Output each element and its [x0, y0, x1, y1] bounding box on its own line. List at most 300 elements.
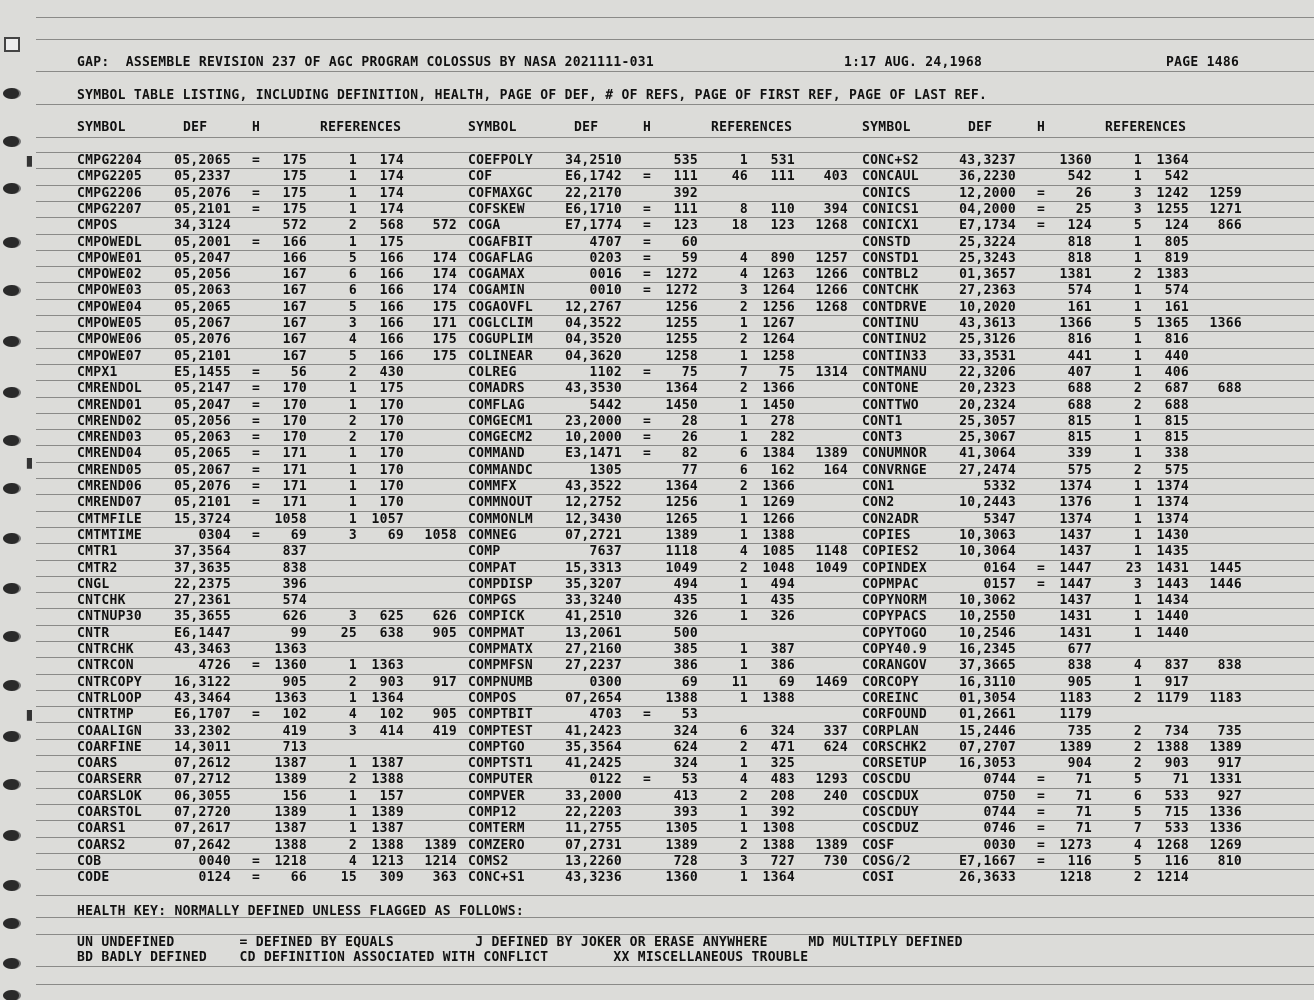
first-ref-page: 1214 [1156, 870, 1189, 885]
last-ref-page: 1389 [815, 838, 848, 853]
feed-hole [3, 88, 21, 99]
ref-count: 1 [1133, 593, 1142, 608]
last-ref-page: 905 [432, 707, 457, 722]
first-ref-page: 483 [770, 772, 795, 787]
ref-count: 1 [739, 870, 748, 885]
def-page: 1447 [1059, 577, 1092, 592]
symbol-name: COMGECM2 [468, 430, 534, 445]
symbol-name: COMPICK [468, 609, 525, 624]
ruled-line [36, 104, 1314, 105]
ref-count: 8 [739, 202, 748, 217]
ref-count: 2 [739, 300, 748, 315]
last-ref-page: 917 [432, 675, 457, 690]
ref-count: 4 [739, 267, 748, 282]
symbol-name: CMREND03 [77, 430, 143, 445]
first-ref-page: 69 [778, 675, 795, 690]
def-page: 574 [1067, 283, 1092, 298]
symbol-name: COPYPACS [862, 609, 928, 624]
symbol-health: = [1037, 821, 1046, 836]
symbol-name: CONVRNGE [862, 463, 928, 478]
first-ref-page: 1388 [762, 528, 795, 543]
symbol-name: CMTMFILE [77, 512, 143, 527]
def-page: 816 [1067, 332, 1092, 347]
symbol-name: COSI [862, 870, 895, 885]
symbol-def: 05,2076 [174, 186, 231, 201]
first-ref-page: 1268 [1156, 838, 1189, 853]
symbol-def: 27,2363 [959, 283, 1016, 298]
header-symbol: SYMBOL [77, 120, 126, 135]
def-page: 435 [673, 593, 698, 608]
symbol-name: CONICS1 [862, 202, 919, 217]
first-ref-page: 386 [770, 658, 795, 673]
def-page: 688 [1067, 398, 1092, 413]
feed-hole [3, 958, 21, 969]
last-ref-page: 1469 [815, 675, 848, 690]
symbol-name: COMPDISP [468, 577, 534, 592]
def-page: 1183 [1059, 691, 1092, 706]
symbol-name: COARSTOL [77, 805, 143, 820]
symbol-name: CORFOUND [862, 707, 928, 722]
last-ref-page: 1259 [1209, 186, 1242, 201]
def-page: 77 [681, 463, 698, 478]
health-key-line-1: UN UNDEFINED = DEFINED BY EQUALS J DEFINED BY JOKER OR ERASE ANYWHERE MD MULTIPLY DEFINED [77, 935, 963, 950]
def-page: 161 [1067, 300, 1092, 315]
ref-count: 1 [739, 528, 748, 543]
symbol-name: CNTNUP30 [77, 609, 143, 624]
first-ref-page: 174 [379, 202, 404, 217]
first-ref-page: 575 [1164, 463, 1189, 478]
symbol-name: CORCOPY [862, 675, 919, 690]
def-page: 624 [673, 740, 698, 755]
first-ref-page: 170 [379, 479, 404, 494]
first-ref-page: 116 [1164, 854, 1189, 869]
def-page: 111 [673, 169, 698, 184]
def-page: 1363 [274, 642, 307, 657]
last-ref-page: 419 [432, 724, 457, 739]
symbol-def: 16,3053 [959, 756, 1016, 771]
def-page: 28 [681, 414, 698, 429]
symbol-health: = [252, 463, 261, 478]
ref-count: 3 [739, 283, 748, 298]
ref-count: 1 [1133, 169, 1142, 184]
def-page: 626 [282, 609, 307, 624]
ref-count: 1 [739, 153, 748, 168]
first-ref-page: 1266 [762, 512, 795, 527]
def-page: 735 [1067, 724, 1092, 739]
symbol-name: COPIES [862, 528, 911, 543]
symbol-name: COAALIGN [77, 724, 143, 739]
first-ref-page: 1057 [371, 512, 404, 527]
symbol-def: 41,2423 [565, 724, 622, 739]
first-ref-page: 1213 [371, 854, 404, 869]
first-ref-page: 917 [1164, 675, 1189, 690]
symbol-name: COLREG [468, 365, 517, 380]
symbol-def: 13,2260 [565, 854, 622, 869]
feed-hole [3, 237, 21, 248]
symbol-name: CON1 [862, 479, 895, 494]
symbol-name: COMPUTER [468, 772, 534, 787]
def-page: 1265 [665, 512, 698, 527]
symbol-name: CONC+S1 [468, 870, 525, 885]
symbol-name: CNTRLOOP [77, 691, 143, 706]
health-key-line-2: BD BADLY DEFINED CD DEFINITION ASSOCIATED WITH CONFLICT XX MISCELLANEOUS TROUBLE [77, 950, 809, 965]
first-ref-page: 414 [379, 724, 404, 739]
last-ref-page: 1336 [1209, 805, 1242, 820]
feed-hole [3, 336, 21, 347]
first-ref-page: 166 [379, 332, 404, 347]
symbol-name: COMPMATX [468, 642, 534, 657]
symbol-def: 05,2101 [174, 495, 231, 510]
symbol-def: 01,3054 [959, 691, 1016, 706]
symbol-name: CODE [77, 870, 110, 885]
symbol-name: CONTONE [862, 381, 919, 396]
symbol-name: CNTCHK [77, 593, 126, 608]
first-ref-page: 325 [770, 756, 795, 771]
listing-title: GAP: ASSEMBLE REVISION 237 OF AGC PROGRAM COLOSSUS BY NASA 2021111-031 [77, 55, 654, 70]
symbol-def: 33,2302 [174, 724, 231, 739]
def-page: 60 [681, 235, 698, 250]
symbol-name: COMGECM1 [468, 414, 534, 429]
first-ref-page: 1431 [1156, 561, 1189, 576]
last-ref-page: 164 [823, 463, 848, 478]
symbol-name: COF [468, 169, 493, 184]
ref-count: 1 [348, 821, 357, 836]
symbol-def: 25,3126 [959, 332, 1016, 347]
ref-count: 3 [348, 316, 357, 331]
first-ref-page: 1388 [762, 838, 795, 853]
symbol-def: 5347 [983, 512, 1016, 527]
first-ref-page: 1269 [762, 495, 795, 510]
def-page: 69 [290, 528, 307, 543]
symbol-def: 37,3564 [174, 544, 231, 559]
symbol-name: CMPOWE04 [77, 300, 143, 315]
def-page: 1305 [665, 821, 698, 836]
first-ref-page: 1256 [762, 300, 795, 315]
first-ref-page: 1374 [1156, 479, 1189, 494]
symbol-def: 1305 [589, 463, 622, 478]
symbol-health: = [643, 446, 652, 461]
ref-count: 2 [348, 414, 357, 429]
ref-count: 1 [348, 479, 357, 494]
def-page: 56 [290, 365, 307, 380]
last-ref-page: 688 [1217, 381, 1242, 396]
symbol-health: = [252, 365, 261, 380]
ref-count: 1 [348, 789, 357, 804]
def-page: 171 [282, 446, 307, 461]
first-ref-page: 1388 [1156, 740, 1189, 755]
symbol-name: CMPX1 [77, 365, 118, 380]
symbol-def: E6,1707 [174, 707, 231, 722]
first-ref-page: 1258 [762, 349, 795, 364]
last-ref-page: 905 [432, 626, 457, 641]
def-page: 837 [282, 544, 307, 559]
def-page: 713 [282, 740, 307, 755]
symbol-def: E6,1447 [174, 626, 231, 641]
ref-count: 1 [348, 169, 357, 184]
def-page: 905 [1067, 675, 1092, 690]
symbol-def: E5,1455 [174, 365, 231, 380]
def-page: 111 [673, 202, 698, 217]
ref-count: 2 [739, 479, 748, 494]
def-page: 71 [1075, 805, 1092, 820]
symbol-def: 07,2617 [174, 821, 231, 836]
first-ref-page: 1383 [1156, 267, 1189, 282]
last-ref-page: 1214 [424, 854, 457, 869]
ref-count: 11 [731, 675, 748, 690]
last-ref-page: 1049 [815, 561, 848, 576]
symbol-name: CONTTWO [862, 398, 919, 413]
ref-count: 4 [739, 251, 748, 266]
last-ref-page: 1366 [1209, 316, 1242, 331]
symbol-health: = [643, 365, 652, 380]
symbol-def: 5442 [589, 398, 622, 413]
sprocket-square [4, 37, 20, 52]
first-ref-page: 1374 [1156, 495, 1189, 510]
ref-count: 6 [348, 283, 357, 298]
symbol-def: 07,2707 [959, 740, 1016, 755]
symbol-health: = [643, 169, 652, 184]
last-ref-page: 1148 [815, 544, 848, 559]
def-page: 71 [1075, 772, 1092, 787]
header-def: DEF [183, 120, 208, 135]
ref-count: 2 [739, 381, 748, 396]
first-ref-page: 326 [770, 609, 795, 624]
ref-count: 2 [348, 838, 357, 853]
ref-count: 1 [1133, 446, 1142, 461]
def-page: 99 [290, 626, 307, 641]
first-ref-page: 166 [379, 349, 404, 364]
first-ref-page: 1048 [762, 561, 795, 576]
symbol-def: 43,3530 [565, 381, 622, 396]
symbol-name: COMP12 [468, 805, 517, 820]
ref-count: 3 [348, 609, 357, 624]
last-ref-page: 1268 [815, 218, 848, 233]
symbol-name: COSCDUX [862, 789, 919, 804]
first-ref-page: 542 [1164, 169, 1189, 184]
symbol-name: CNTR [77, 626, 110, 641]
def-page: 324 [673, 724, 698, 739]
first-ref-page: 494 [770, 577, 795, 592]
first-ref-page: 1384 [762, 446, 795, 461]
symbol-def: 27,2361 [174, 593, 231, 608]
ref-count: 1 [348, 805, 357, 820]
symbol-name: CNTRCHK [77, 642, 134, 657]
last-ref-page: 1389 [1209, 740, 1242, 755]
last-ref-page: 1336 [1209, 821, 1242, 836]
symbol-name: CMPOWE03 [77, 283, 143, 298]
ref-count: 25 [340, 626, 357, 641]
symbol-name: CORSCHK2 [862, 740, 928, 755]
symbol-def: 12,2767 [565, 300, 622, 315]
last-ref-page: 403 [823, 169, 848, 184]
ref-count: 7 [739, 365, 748, 380]
symbol-name: COSCDUY [862, 805, 919, 820]
last-ref-page: 626 [432, 609, 457, 624]
ref-count: 2 [348, 772, 357, 787]
def-page: 167 [282, 300, 307, 315]
def-page: 500 [673, 626, 698, 641]
def-page: 574 [282, 593, 307, 608]
symbol-name: CNTRCOPY [77, 675, 143, 690]
symbol-def: 05,2337 [174, 169, 231, 184]
header-symbol: SYMBOL [862, 120, 911, 135]
first-ref-page: 727 [770, 854, 795, 869]
first-ref-page: 166 [379, 283, 404, 298]
ref-count: 1 [348, 691, 357, 706]
symbol-def: 4707 [589, 235, 622, 250]
last-ref-page: 1058 [424, 528, 457, 543]
first-ref-page: 1387 [371, 756, 404, 771]
def-page: 166 [282, 251, 307, 266]
ref-count: 1 [739, 658, 748, 673]
first-ref-page: 638 [379, 626, 404, 641]
symbol-name: CMPG2205 [77, 169, 143, 184]
first-ref-page: 406 [1164, 365, 1189, 380]
ref-count: 1 [739, 821, 748, 836]
ref-count: 1 [348, 398, 357, 413]
last-ref-page: 174 [432, 283, 457, 298]
symbol-health: = [252, 479, 261, 494]
first-ref-page: 1440 [1156, 626, 1189, 641]
def-page: 494 [673, 577, 698, 592]
symbol-name: CMREND01 [77, 398, 143, 413]
ref-count: 1 [348, 658, 357, 673]
symbol-health: = [252, 186, 261, 201]
def-page: 1389 [665, 528, 698, 543]
symbol-def: 07,2720 [174, 805, 231, 820]
symbol-def: 26,3633 [959, 870, 1016, 885]
def-page: 167 [282, 332, 307, 347]
ref-count: 1 [348, 495, 357, 510]
def-page: 575 [1067, 463, 1092, 478]
ref-count: 1 [348, 463, 357, 478]
symbol-def: 10,2000 [565, 430, 622, 445]
ref-count: 1 [739, 577, 748, 592]
symbol-health: = [252, 202, 261, 217]
def-page: 1179 [1059, 707, 1092, 722]
symbol-name: COMMONLM [468, 512, 534, 527]
ref-count: 5 [348, 251, 357, 266]
symbol-name: COSG/2 [862, 854, 911, 869]
ref-count: 2 [348, 365, 357, 380]
def-page: 1388 [274, 838, 307, 853]
last-ref-page: 1389 [815, 446, 848, 461]
def-page: 1258 [665, 349, 698, 364]
def-page: 167 [282, 349, 307, 364]
def-page: 1360 [665, 870, 698, 885]
ref-count: 2 [739, 838, 748, 853]
ref-count: 4 [348, 854, 357, 869]
ref-count: 4 [348, 707, 357, 722]
ruled-line [36, 722, 1314, 723]
page-number: PAGE 1486 [1166, 55, 1240, 70]
first-ref-page: 174 [379, 153, 404, 168]
def-page: 170 [282, 414, 307, 429]
first-ref-page: 1434 [1156, 593, 1189, 608]
first-ref-page: 338 [1164, 446, 1189, 461]
first-ref-page: 111 [770, 169, 795, 184]
symbol-def: 43,3613 [959, 316, 1016, 331]
ref-count: 6 [739, 446, 748, 461]
def-page: 385 [673, 642, 698, 657]
symbol-def: 37,3665 [959, 658, 1016, 673]
symbol-name: COARS1 [77, 821, 126, 836]
last-ref-page: 1271 [1209, 202, 1242, 217]
def-page: 572 [282, 218, 307, 233]
first-ref-page: 440 [1164, 349, 1189, 364]
first-ref-page: 533 [1164, 789, 1189, 804]
def-page: 1374 [1059, 512, 1092, 527]
def-page: 1360 [274, 658, 307, 673]
symbol-health: = [252, 430, 261, 445]
def-page: 1256 [665, 495, 698, 510]
symbol-name: CMPOS [77, 218, 118, 233]
symbol-def: 07,2731 [565, 838, 622, 853]
last-ref-page: 171 [432, 316, 457, 331]
symbol-health: = [643, 251, 652, 266]
def-page: 1388 [665, 691, 698, 706]
def-page: 102 [282, 707, 307, 722]
symbol-name: COMNEG [468, 528, 517, 543]
first-ref-page: 1388 [371, 772, 404, 787]
ref-count: 2 [348, 218, 357, 233]
symbol-def: 07,2654 [565, 691, 622, 706]
first-ref-page: 69 [387, 528, 404, 543]
symbol-name: CONICX1 [862, 218, 919, 233]
symbol-name: COMMNOUT [468, 495, 534, 510]
first-ref-page: 1263 [762, 267, 795, 282]
symbol-name: CMPOWEDL [77, 235, 143, 250]
def-page: 535 [673, 153, 698, 168]
symbol-def: 25,3067 [959, 430, 1016, 445]
symbol-def: 0746 [983, 821, 1016, 836]
ref-count: 1 [1133, 544, 1142, 559]
symbol-def: 33,2000 [565, 789, 622, 804]
symbol-name: COGAFLAG [468, 251, 534, 266]
symbol-def: E3,1471 [565, 446, 622, 461]
symbol-name: COMPTEST [468, 724, 534, 739]
first-ref-page: 1308 [762, 821, 795, 836]
def-page: 1450 [665, 398, 698, 413]
symbol-name: COGLCLIM [468, 316, 534, 331]
symbol-name: CORPLAN [862, 724, 919, 739]
first-ref-page: 435 [770, 593, 795, 608]
first-ref-page: 282 [770, 430, 795, 445]
ref-count: 4 [1133, 658, 1142, 673]
symbol-def: 05,2067 [174, 316, 231, 331]
symbol-name: CMPG2207 [77, 202, 143, 217]
symbol-name: CNTRCON [77, 658, 134, 673]
symbol-def: E7,1774 [565, 218, 622, 233]
def-page: 838 [1067, 658, 1092, 673]
symbol-def: 12,3430 [565, 512, 622, 527]
def-page: 75 [681, 365, 698, 380]
ref-count: 2 [1133, 691, 1142, 706]
ref-count: 1 [739, 642, 748, 657]
ref-count: 1 [1133, 251, 1142, 266]
ref-count: 2 [348, 675, 357, 690]
symbol-def: 15,3724 [174, 512, 231, 527]
first-ref-page: 1255 [1156, 202, 1189, 217]
symbol-name: COPIES2 [862, 544, 919, 559]
symbol-name: COPYTOGO [862, 626, 928, 641]
def-page: 326 [673, 609, 698, 624]
symbol-def: 04,3520 [565, 332, 622, 347]
symbol-health: = [252, 398, 261, 413]
symbol-health: = [1037, 561, 1046, 576]
ref-count: 3 [348, 528, 357, 543]
def-page: 1389 [274, 772, 307, 787]
